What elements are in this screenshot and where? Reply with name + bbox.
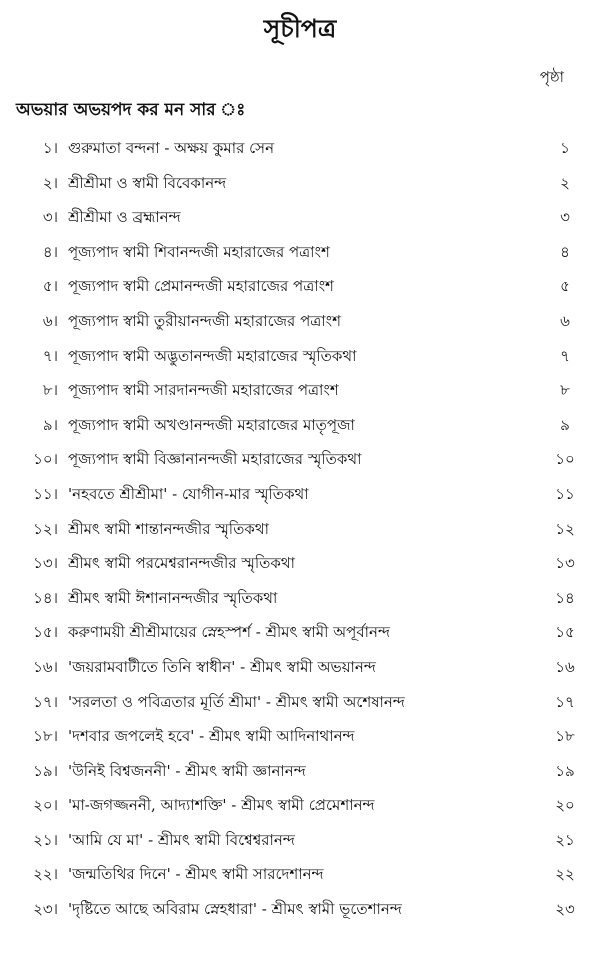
entry-number: ৬। bbox=[42, 311, 58, 330]
entry-number: ১৩। bbox=[33, 554, 58, 573]
entry-page: ১২ bbox=[555, 519, 575, 538]
entry-title: পূজ্যপাদ স্বামী অখণ্ডানন্দজী মহারাজের মাতৃপূজা bbox=[68, 415, 355, 434]
entry-page: ১৮ bbox=[555, 727, 575, 746]
entry-title: 'দৃষ্টিতে আছে অবিরাম স্নেহধারা' - শ্রীমৎ স্বামী ভূতেশানন্দ bbox=[68, 900, 402, 919]
entry-number: ৪। bbox=[42, 242, 58, 261]
toc-entry bbox=[0, 721, 600, 756]
entry-number: ১। bbox=[42, 139, 58, 157]
entry-page: ১০ bbox=[555, 450, 575, 469]
toc-entry bbox=[0, 790, 600, 825]
entry-page: ১৩ bbox=[555, 554, 575, 573]
toc-entry bbox=[0, 756, 600, 791]
entry-page: ১৭ bbox=[555, 692, 575, 711]
entry-number: ২০। bbox=[33, 796, 58, 815]
entry-title: পূজ্যপাদ স্বামী প্রেমানন্দজী মহারাজের পত্রাংশ bbox=[68, 277, 334, 296]
entry-number: ৫। bbox=[42, 277, 58, 296]
toc-entry bbox=[0, 341, 600, 376]
entry-page: ২ bbox=[560, 173, 570, 192]
entry-page: ২০ bbox=[555, 796, 575, 815]
entry-page: ১৪ bbox=[555, 588, 575, 607]
toc-entry bbox=[0, 825, 600, 860]
entry-number: ২১। bbox=[33, 830, 58, 849]
entry-title: 'নহবতে শ্রীশ্রীমা' - যোগীন-মার স্মৃতিকথা bbox=[68, 484, 309, 503]
entry-number: ১৭। bbox=[33, 692, 58, 711]
entry-number: ৮। bbox=[42, 381, 58, 400]
toc-entry bbox=[0, 514, 600, 549]
entry-page: ১৫ bbox=[555, 623, 575, 642]
entry-title: 'জন্মতিথির দিনে' - শ্রীমৎ স্বামী সারদেশানন্দ bbox=[68, 865, 324, 884]
entry-page: ২১ bbox=[555, 830, 575, 849]
entry-page: ২২ bbox=[555, 865, 575, 884]
entry-page: ৪ bbox=[560, 242, 570, 261]
entry-title: শ্রীমৎ স্বামী শান্তানন্দজীর স্মৃতিকথা bbox=[68, 519, 269, 538]
entry-title: 'সরলতা ও পবিত্রতার মূর্তি শ্রীমা' - শ্রীমৎ স্বামী অশেষানন্দ bbox=[68, 692, 405, 711]
toc-entry bbox=[0, 410, 600, 445]
entry-title: পূজ্যপাদ স্বামী বিজ্ঞানানন্দজী মহারাজের স্মৃতিকথা bbox=[68, 450, 362, 469]
entry-title: শ্রীশ্রীমা ও স্বামী বিবেকানন্দ bbox=[68, 173, 227, 192]
entry-number: ৩। bbox=[42, 208, 58, 227]
toc-entry bbox=[0, 687, 600, 722]
toc-entry bbox=[0, 859, 600, 894]
toc-entry bbox=[0, 548, 600, 583]
toc-entry bbox=[0, 583, 600, 618]
entry-page: ৯ bbox=[560, 415, 570, 434]
entry-title: 'উনিই বিশ্বজননী' - শ্রীমৎ স্বামী জ্ঞানানন্দ bbox=[68, 761, 306, 780]
entry-number: ১৬। bbox=[33, 657, 58, 676]
section-heading: অভয়ার অভয়পদ কর মন সার ঃ bbox=[16, 100, 246, 120]
entry-title: করুণাময়ী শ্রীশ্রীমায়ের স্নেহস্পর্শ - শ্রীমৎ স্বামী অপূর্বানন্দ bbox=[68, 623, 391, 642]
toc-entry bbox=[0, 617, 600, 652]
entry-title: পূজ্যপাদ স্বামী সারদানন্দজী মহারাজের পত্রাংশ bbox=[68, 381, 339, 400]
entry-number: ২৩। bbox=[33, 900, 58, 919]
entry-page: ১৯ bbox=[555, 761, 575, 780]
entry-number: ১১। bbox=[33, 484, 58, 503]
entry-page: ১ bbox=[560, 139, 570, 157]
toc-entry bbox=[0, 202, 600, 237]
entry-page: ৫ bbox=[560, 277, 570, 296]
entry-page: ২৩ bbox=[555, 900, 575, 919]
entry-number: ১৫। bbox=[33, 623, 58, 642]
entry-page: ১৬ bbox=[555, 657, 575, 676]
entry-number: ১৯। bbox=[33, 761, 58, 780]
entry-page: ১১ bbox=[555, 484, 575, 503]
toc-entry bbox=[0, 444, 600, 479]
entry-number: ১৪। bbox=[33, 588, 58, 607]
entry-title: 'দশবার জপলেই হবে' - শ্রীমৎ স্বামী আদিনাথানন্দ bbox=[68, 727, 355, 746]
entry-number: ৭। bbox=[42, 346, 58, 365]
entry-page: ৩ bbox=[560, 208, 570, 227]
entry-title: 'জয়রামবাটীতে তিনি স্বাধীন' - শ্রীমৎ স্বামী অভয়ানন্দ bbox=[68, 657, 376, 676]
toc-entry bbox=[0, 168, 600, 203]
entry-title: শ্রীশ্রীমা ও ব্রহ্মানন্দ bbox=[68, 208, 181, 227]
page-column-header: পৃষ্ঠা bbox=[539, 68, 564, 86]
entry-page: ৮ bbox=[560, 381, 570, 400]
entry-title: 'আমি যে মা' - শ্রীমৎ স্বামী বিশ্বেশ্বরানন্দ bbox=[68, 830, 295, 849]
toc-entry bbox=[0, 271, 600, 306]
toc-entry bbox=[0, 237, 600, 272]
entry-title: পূজ্যপাদ স্বামী তুরীয়ানন্দজী মহারাজের পত্রাংশ bbox=[68, 311, 341, 330]
table-of-contents bbox=[0, 133, 600, 929]
entry-title: গুরুমাতা বন্দনা - অক্ষয় কুমার সেন bbox=[68, 139, 275, 157]
entry-title: পূজ্যপাদ স্বামী শিবানন্দজী মহারাজের পত্রাংশ bbox=[68, 242, 330, 261]
entry-page: ৭ bbox=[560, 346, 570, 365]
toc-entry bbox=[0, 375, 600, 410]
toc-entry bbox=[0, 306, 600, 341]
toc-entry bbox=[0, 652, 600, 687]
toc-entry bbox=[0, 479, 600, 514]
toc-entry bbox=[0, 894, 600, 929]
entry-number: ৯। bbox=[42, 415, 58, 434]
entry-title: শ্রীমৎ স্বামী পরমেশ্বরানন্দজীর স্মৃতিকথা bbox=[68, 554, 295, 573]
toc-entry bbox=[0, 133, 600, 168]
entry-number: ১৮। bbox=[33, 727, 58, 746]
entry-title: শ্রীমৎ স্বামী ঈশানানন্দজীর স্মৃতিকথা bbox=[68, 588, 278, 607]
entry-page: ৬ bbox=[560, 311, 570, 330]
entry-number: ১০। bbox=[33, 450, 58, 469]
entry-number: ২। bbox=[42, 173, 58, 192]
entry-number: ২২। bbox=[33, 865, 58, 884]
entry-title: পূজ্যপাদ স্বামী অদ্ভুতানন্দজী মহারাজের স্মৃতিকথা bbox=[68, 346, 357, 365]
entry-title: 'মা-জগজ্জননী, আদ্যাশক্তি' - শ্রীমৎ স্বামী প্রেমেশানন্দ bbox=[68, 796, 375, 815]
page-title: সূচীপত্র bbox=[263, 14, 337, 43]
entry-number: ১২। bbox=[33, 519, 58, 538]
